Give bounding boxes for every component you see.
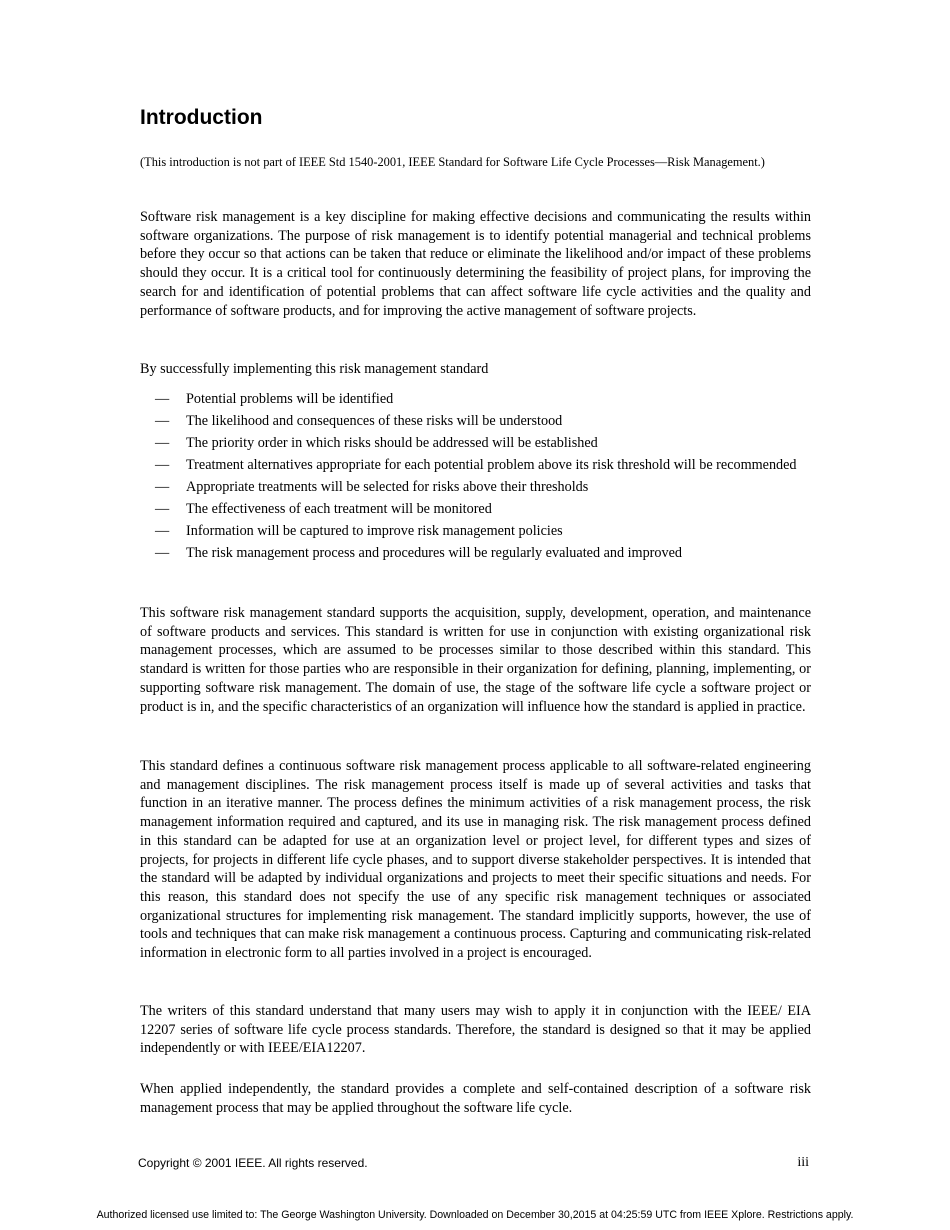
paragraph-2: This software risk management standard supports the acquisition, supply, development, operation, and maintenance of software products and services. This standard is written for use in conjunction with existing organizational risk management processes, which are assumed to be processes similar to those described within this standard. This standard is written for those parties who are responsible in their organization for defining, planning, implementing, or supporting software risk management. The domain of use, the stage of the software life cycle a software project or product is in, and the specific characteristics of an organization will influence how the standard is applied in practice. [140,605,811,715]
list-item: — The effectiveness of each treatment will be monitored [155,501,492,517]
dash-bullet: — [155,545,170,561]
dash-bullet: — [155,413,170,429]
page-title: Introduction [140,106,263,129]
dash-bullet: — [155,501,170,517]
dash-bullet: — [155,457,170,473]
list-item: — The likelihood and consequences of these risks will be understood [155,413,563,429]
copyright-notice: Copyright © 2001 IEEE. All rights reserved. [138,1156,368,1170]
paragraph-4: The writers of this standard understand that many users may wish to apply it in conjunction with the IEEE/ EIA 12207 series of software life cycle process standards. Therefore, the standard is designed so that it may be applied independently or with IEEE/EIA12207. [140,1003,811,1057]
list-item: — Treatment alternatives appropriate for each potential problem above its risk threshold will be recommended [155,457,797,473]
list-item: — The priority order in which risks should be addressed will be established [155,435,598,451]
paragraph-5: When applied independently, the standard provides a complete and self-contained description of a software risk management process that may be applied throughout the software life cycle. [140,1081,811,1116]
benefits-list [140,390,811,566]
license-notice: Authorized licensed use limited to: The George Washington University. Downloaded on December 30,2015 at 04:25:59 UTC from IEEE Xplore. Restrictions apply. [96,1209,854,1221]
list-intro: By successfully implementing this risk management standard [140,361,489,377]
dash-bullet: — [155,523,170,539]
dash-bullet: — [155,435,170,451]
list-item: — Information will be captured to improve risk management policies [155,523,563,539]
dash-bullet: — [155,479,170,495]
list-item: — The risk management process and procedures will be regularly evaluated and improved [155,545,682,561]
list-item: — Appropriate treatments will be selected for risks above their thresholds [155,479,589,495]
introduction-note: (This introduction is not part of IEEE Std 1540-2001, IEEE Standard for Software Life Cycle Processes—Risk Management.) [140,155,765,169]
page-number: iii [797,1155,809,1170]
paragraph-1: Software risk management is a key discipline for making effective decisions and communicating the results within software organizations. The purpose of risk management is to identify potential managerial and technical problems before they occur so that actions can be taken that reduce or eliminate the likelihood and/or impact of these problems should they occur. It is a critical tool for continuously determining the feasibility of project plans, for improving the search for and identification of potential problems that can affect software life cycle activities and the quality and performance of software products, and for improving the active management of software projects. [140,209,811,319]
list-item: — Potential problems will be identified [155,391,394,407]
dash-bullet: — [155,391,170,407]
paragraph-3: This standard defines a continuous software risk management process applicable to all software-related engineering and management disciplines. The risk management process itself is made up of several activities and tasks that function in an iterative manner. The process defines the minimum activities of a risk management process, the risk management information required and captured, and its use in managing risk. The risk management process defined in this standard can be adapted for use at an organization level or project level, for different types and sizes of projects, for projects in different life cycle phases, and to support diverse stakeholder perspectives. It is intended that the standard will be adapted by individual organizations and projects to meet their specific situations and needs. For this reason, this standard does not specify the use of any specific risk management techniques or associated organizational structures for implementing risk management. The standard implicitly supports, however, the use of tools and techniques that can make risk management a continuous process. Capturing and communicating risk-related information in electronic form to all parties involved in a project is encouraged. [140,758,811,962]
